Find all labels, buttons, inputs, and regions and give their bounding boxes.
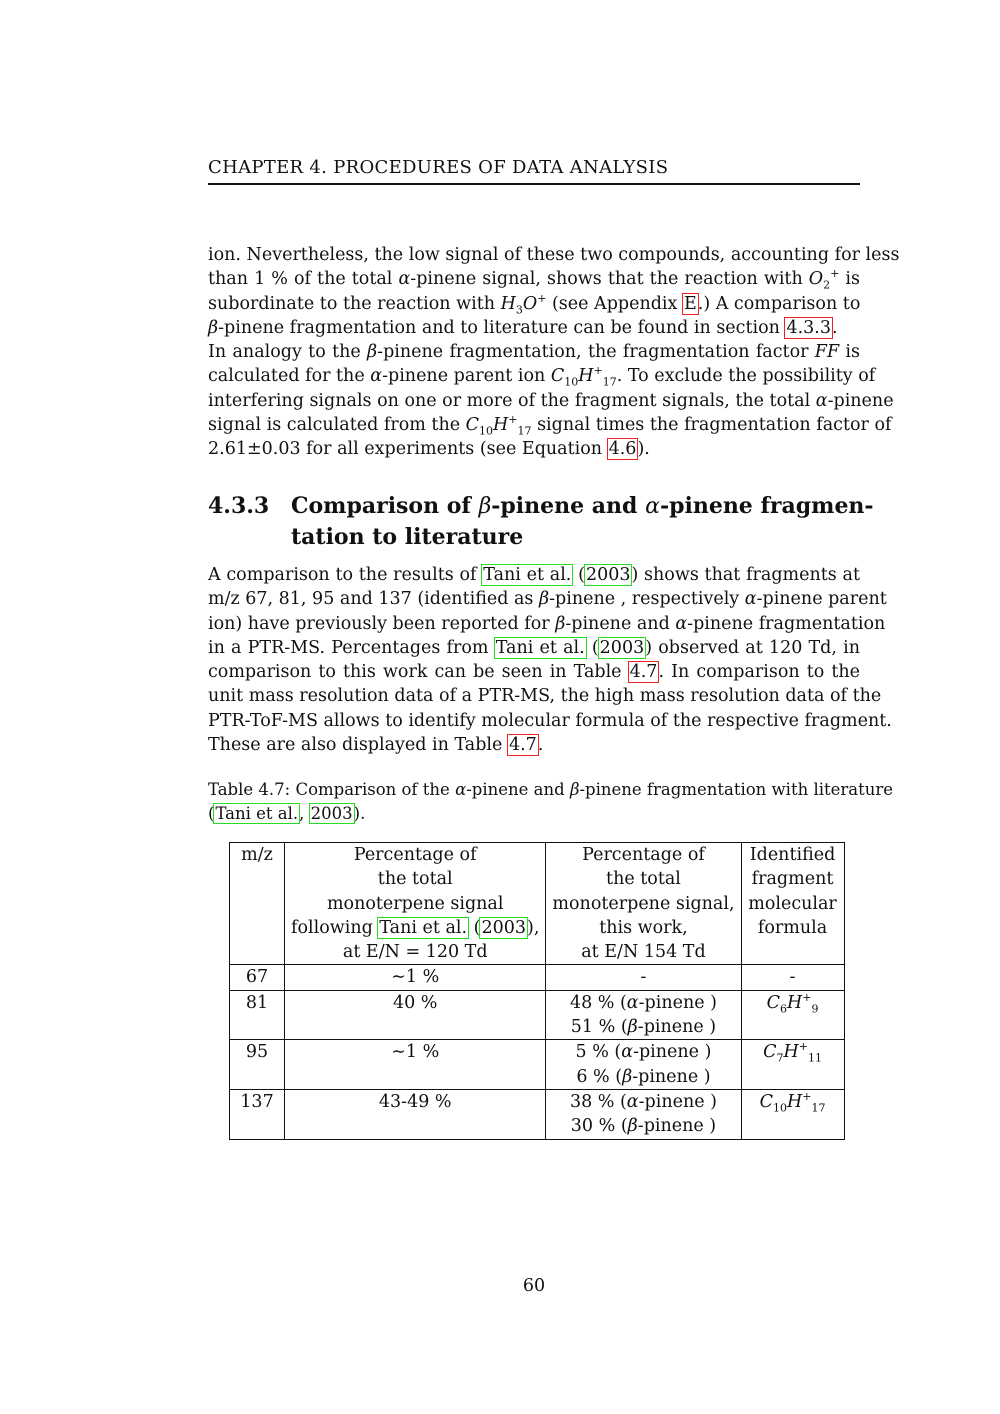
paragraph-3 (208, 563, 892, 757)
table-year-link[interactable]: 2003 (481, 917, 527, 938)
cell-formula: - (741, 965, 844, 990)
cell-literature: ∼1 % (285, 965, 546, 990)
header-formula: Identified fragment molecular formula (741, 843, 844, 965)
running-header: CHAPTER 4. PROCEDURES OF DATA ANALYSIS (208, 157, 669, 178)
table-row (230, 1089, 845, 1139)
cell-this-work: 5 % (α-pinene ) 6 % (β-pinene ) (546, 1040, 741, 1090)
cell-mz: 137 (230, 1089, 285, 1139)
p3-line-4: in a PTR-MS. Percentages from Tani et al. (2003) observed at 120 Td, in (208, 637, 860, 658)
header-literature: Percentage of the total monoterpene signal following Tani et al. (2003), at E/N = 120 Td (285, 843, 546, 965)
section-link[interactable]: 4.3.3 (786, 317, 831, 338)
equation-link[interactable]: 4.6 (608, 439, 637, 460)
caption-year-link[interactable]: 2003 (310, 804, 353, 823)
table-caption: Table 4.7: Comparison of the α-pinene and β-pinene fragmentation with literature (Tani et al., 2003). (208, 780, 894, 823)
citation-year-link-2[interactable]: 2003 (599, 637, 645, 658)
paragraph-2 (208, 340, 894, 461)
citation-tani-link-2[interactable]: Tani et al. (495, 637, 585, 658)
section-number: 4.3.3 (208, 493, 270, 519)
header-this-work: Percentage of the total monoterpene signal, this work, at E/N 154 Td (546, 843, 741, 965)
cell-literature: 43-49 % (285, 1089, 546, 1139)
p1-line-2: than 1 % of the total α-pinene signal, shows that the reaction with $O_2^+$ is (208, 267, 860, 292)
cell-this-work: 48 % (α-pinene ) 51 % (β-pinene ) (546, 990, 741, 1040)
cell-this-work: - (546, 965, 741, 990)
p3-line-5: comparison to this work can be seen in Table 4.7. In comparison to the (208, 662, 860, 683)
cell-mz: 95 (230, 1040, 285, 1090)
fragmentation-table (229, 842, 845, 1140)
cell-formula: $C_7H^+_{11}$ (741, 1040, 844, 1090)
p1-line-3: subordinate to the reaction with $H_3O^+$ (see Appendix E.) A comparison to (208, 291, 861, 317)
table-row (230, 965, 845, 990)
p2-line-1: In analogy to the β-pinene fragmentation, the fragmentation factor FF is (208, 342, 860, 362)
cell-literature: ∼1 % (285, 1040, 546, 1090)
p2-line-2: calculated for the α-pinene parent ion $C_{10}H^+_{17}$. To exclude the possibility of (208, 364, 876, 389)
p3-line-3: ion) have previously been reported for β-pinene and α-pinene fragmentation (208, 613, 886, 634)
table-row (230, 990, 845, 1040)
citation-tani-link[interactable]: Tani et al. (483, 565, 572, 585)
p1-line-1: ion. Nevertheless, the low signal of these two compounds, accounting for less (208, 245, 900, 265)
p3-line-1: A comparison to the results of Tani et al. (2003) shows that fragments at (208, 565, 860, 585)
cell-literature: 40 % (285, 990, 546, 1040)
cell-formula: $C_{10}H^+_{17}$ (741, 1089, 844, 1139)
table-header-row (230, 843, 845, 965)
table-citation-link[interactable]: Tani et al. (379, 917, 468, 938)
p2-line-4: signal is calculated from the $C_{10}H^+_{17}$ signal times the fragmentation factor of (208, 413, 892, 438)
p3-line-7: PTR-ToF-MS allows to identify molecular formula of the respective fragment. (208, 710, 892, 731)
table-link[interactable]: 4.7 (629, 662, 658, 683)
paragraph-1 (208, 243, 900, 340)
cell-formula: $C_6H^+_9$ (741, 990, 844, 1040)
table-row (230, 1040, 845, 1090)
p2-line-5: 2.61±0.03 for all experiments (see Equation 4.6). (208, 439, 650, 460)
table-link-2[interactable]: 4.7 (508, 735, 537, 756)
section-title: Comparison of β-pinene and α-pinene fragmen- tation to literature (291, 493, 874, 550)
caption-citation-link[interactable]: Tani et al. (215, 804, 299, 823)
p3-line-8: These are also displayed in Table 4.7. (208, 735, 544, 756)
p3-line-6: unit mass resolution data of a PTR-MS, the high mass resolution data of the (208, 686, 882, 707)
header-rule (208, 183, 860, 185)
p1-line-4: β-pinene fragmentation and to literature can be found in section 4.3.3. (208, 317, 838, 338)
page-number: 60 (522, 1276, 546, 1296)
p2-line-3: interfering signals on one or more of the fragment signals, the total α-pinene (208, 390, 894, 411)
cell-mz: 67 (230, 965, 285, 990)
p3-line-2: m/z 67, 81, 95 and 137 (identified as β-pinene , respectively α-pinene parent (208, 589, 887, 610)
citation-year-link[interactable]: 2003 (585, 565, 631, 585)
appendix-link[interactable]: E (683, 293, 697, 314)
cell-mz: 81 (230, 990, 285, 1040)
header-mz: m/z (230, 843, 285, 965)
cell-this-work: 38 % (α-pinene ) 30 % (β-pinene ) (546, 1089, 741, 1139)
